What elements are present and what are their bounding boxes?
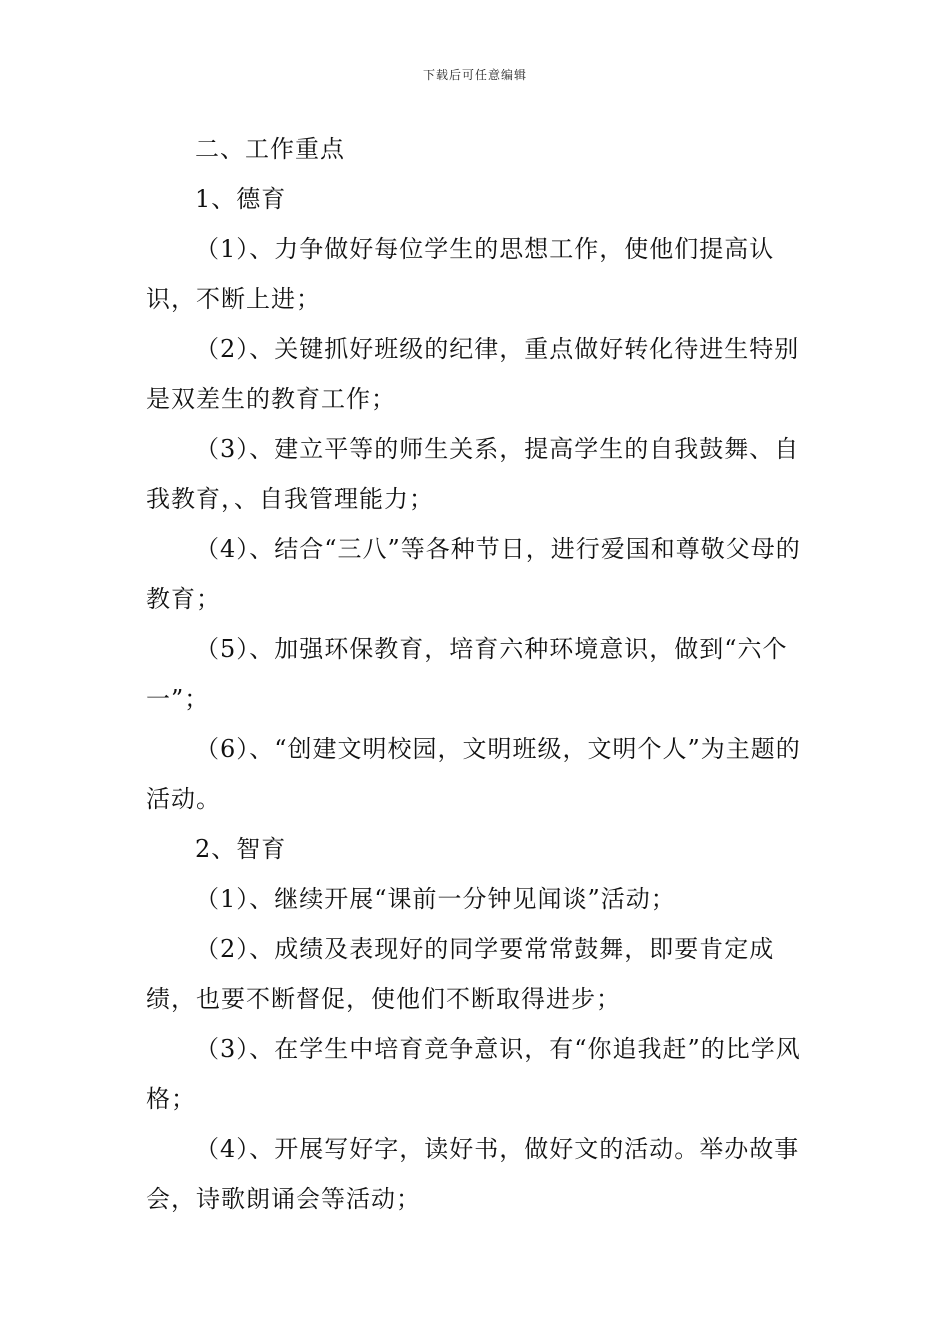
document-body — [146, 124, 808, 1224]
moral-item: （2）、关键抓好班级的纪律，重点做好转化待进生特别是双差生的教育工作； — [146, 335, 800, 413]
moral-item: （1）、力争做好每位学生的思想工作，使他们提高认识，不断上进； — [146, 235, 775, 313]
section-title: 二、工作重点 — [195, 135, 345, 163]
intellect-item: （3）、在学生中培育竞争意识，有“你追我赶”的比学风格； — [146, 1035, 801, 1113]
moral-item: （6）、“创建文明校园，文明班级，文明个人”为主题的活动。 — [146, 735, 801, 813]
moral-heading: 1、德育 — [195, 185, 287, 213]
intellect-heading: 2、智育 — [195, 835, 287, 863]
moral-item: （3）、建立平等的师生关系，提高学生的自我鼓舞、自我教育，、自我管理能力； — [146, 435, 800, 513]
intellect-item: （4）、开展写好字，读好书，做好文的活动。举办故事会，诗歌朗诵会等活动； — [146, 1135, 800, 1213]
moral-item: （4）、结合“三八”等各种节日，进行爱国和尊敬父母的教育； — [146, 535, 801, 613]
intellect-item: （2）、成绩及表现好的同学要常常鼓舞，即要肯定成绩，也要不断督促，使他们不断取得进步； — [146, 935, 775, 1013]
moral-item: （5）、加强环保教育，培育六种环境意识，做到“六个一”； — [146, 635, 788, 713]
intellect-item: （1）、继续开展“课前一分钟见闻谈”活动； — [195, 885, 676, 913]
header-note: 下载后可任意编辑 — [422, 68, 527, 82]
